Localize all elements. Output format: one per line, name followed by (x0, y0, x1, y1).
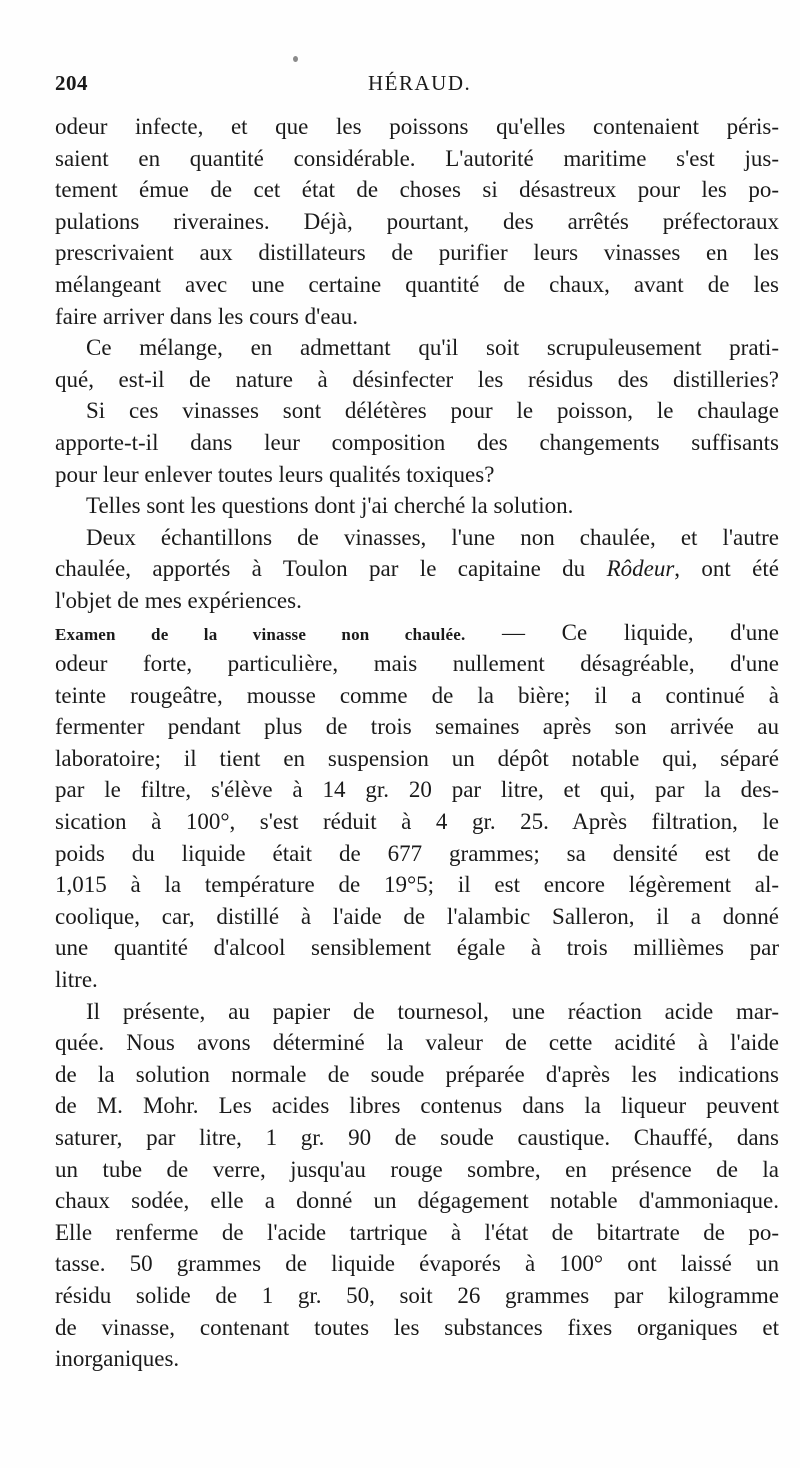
text-line: Telles sont les questions dont j'ai cherché la solution. (86, 493, 574, 519)
page-header (55, 71, 735, 101)
text-line: laboratoire; il tient en suspension un dépôt notable qui, séparé (55, 745, 779, 771)
text-line: de vinasse, contenant toutes les substances fixes organiques et (55, 1314, 779, 1340)
text-line: résidu solide de 1 gr. 50, soit 26 grammes par kilogramme (55, 1282, 779, 1308)
text-line: faire arriver dans les cours d'eau. (55, 303, 358, 329)
page-number: 204 (55, 71, 88, 95)
ink-speck (293, 56, 298, 62)
text-line: Deux échantillons de vinasses, l'une non chaulée, et l'autre (86, 524, 779, 550)
text-line: coolique, car, distillé à l'aide de l'alambic Salleron, il a donné (55, 903, 779, 929)
text-line: une quantité d'alcool sensiblement égale à trois millièmes par (55, 935, 779, 961)
text-line: Elle renferme de l'acide tartrique à l'état de bitartrate de po- (55, 1219, 779, 1245)
text-line: 1,015 à la température de 19°5; il est encore légèrement al- (55, 872, 779, 898)
text-line: litre. (55, 967, 98, 993)
running-head: HÉRAUD. (368, 71, 472, 95)
text-line: tement émue de cet état de choses si désastreux pour les po- (55, 177, 779, 203)
text-line: tasse. 50 grammes de liquide évaporés à 100° ont laissé un (55, 1251, 779, 1277)
text-line: l'objet de mes expériences. (55, 587, 302, 613)
text-line: par le filtre, s'élève à 14 gr. 20 par litre, et qui, par la des- (55, 777, 779, 803)
text-line: apporte-t-il dans leur composition des changements suffisants (55, 429, 779, 455)
text-line: Ce mélange, en admettant qu'il soit scrupuleusement prati- (86, 335, 779, 361)
text-line: prescrivaient aux distillateurs de purifier leurs vinasses en les (55, 240, 779, 266)
text-line: teinte rougeâtre, mousse comme de la bière; il a continué à (55, 682, 779, 708)
ship-name: Rôdeur (606, 556, 675, 582)
text-line (55, 553, 779, 585)
text-line: mélangeant avec une certaine quantité de chaux, avant de les (55, 271, 779, 297)
text-line: inorganiques. (55, 1346, 180, 1372)
text-fragment: , ont été (674, 556, 779, 582)
text-line: saturer, par litre, 1 gr. 90 de soude caustique. Chauffé, dans (55, 1125, 779, 1150)
text-line: sication à 100°, s'est réduit à 4 gr. 25. Après filtration, le (55, 809, 779, 835)
text-line: odeur infecte, et que les poissons qu'elles contenaient péris- (55, 114, 779, 139)
text-line: saient en quantité considérable. L'autorité maritime s'est jus- (55, 145, 779, 171)
text-line: poids du liquide était de 677 grammes; sa densité est de (55, 840, 779, 866)
body-text (55, 111, 779, 1375)
text-line (55, 617, 779, 649)
section-heading: Examen de la vinasse non chaulée. (55, 624, 466, 644)
text-line: pulations riveraines. Déjà, pourtant, des arrêtés préfectoraux (55, 208, 779, 234)
text-line: chaux sodée, elle a donné un dégagement notable d'ammoniaque. (55, 1188, 779, 1214)
text-line: Il présente, au papier de tournesol, une réaction acide mar- (86, 998, 779, 1024)
text-line: fermenter pendant plus de trois semaines après son arrivée au (55, 714, 779, 740)
text-line: odeur forte, particulière, mais nullement désagréable, d'une (55, 651, 779, 677)
text-line: un tube de verre, jusqu'au rouge sombre, en présence de la (55, 1156, 779, 1182)
text-fragment: — Ce liquide, d'une (465, 619, 779, 645)
text-fragment: chaulée, apportés à Toulon par le capitaine du (55, 556, 607, 582)
text-line: de la solution normale de soude préparée d'après les indications (55, 1061, 779, 1087)
text-line: de M. Mohr. Les acides libres contenus dans la liqueur peuvent (55, 1093, 779, 1119)
text-line: quée. Nous avons déterminé la valeur de cette acidité à l'aide (55, 1030, 779, 1056)
text-line: Si ces vinasses sont délétères pour le poisson, le chaulage (86, 398, 779, 424)
text-line: qué, est-il de nature à désinfecter les résidus des distilleries? (55, 366, 779, 392)
text-line: pour leur enlever toutes leurs qualités toxiques? (55, 461, 495, 487)
